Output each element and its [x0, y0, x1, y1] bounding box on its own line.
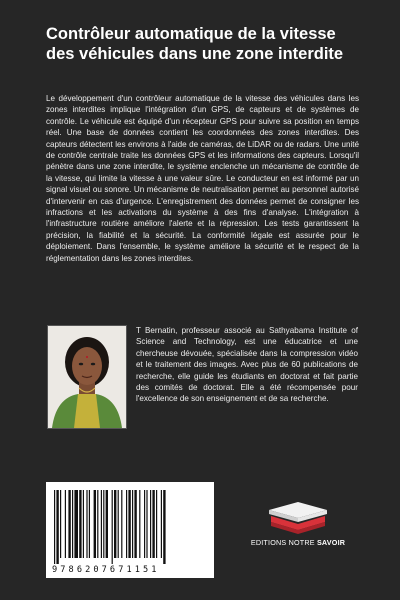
book-abstract: Le développement d'un contrôleur automatique de la vitesse des véhicules dans les zones interdites implique l'intégration d'un GPS, de capteurs et de systèmes de contrôle. Le véhicule est équipé d'un récepteur GPS pour suivre sa position en temps réel. Une base de données contient les coordonnées des zones interdites. Des capteurs détectent les environs à l'aide de caméras, de LiDAR ou de radars. Une unité de contrôle centrale traite les données GPS et les informations des capteurs. Lorsqu'il pénètre dans une zone interdite, le système enclenche un mécanisme de contrôle de la vitesse, qui limite la vitesse à une valeur sûre. Le conducteur en est informé par un signal visuel ou sonore. Un mécanisme de neutralisation permet au personnel autorisé d'intervenir en cas d'urgence. L'enregistrement des données permet de consigner les infractions et les activations du système à des fins d'analyse. L'intégration à l'infrastructure routière améliore l'alerte et la répression. Les tests garantissent la précision, la fiabilité et la sécurité. La conformité légale est assurée pour le déploiement. Dans l'ensemble, le système améliore la sécurité et le respect de la réglementation dans les zones interdites.: [46, 94, 359, 263]
book-title: Contrôleur automatique de la vitesse des véhicules dans une zone interdite: [46, 25, 344, 63]
barcode-bar: [89, 490, 90, 558]
barcode-bar: [139, 490, 140, 558]
barcode-bar: [65, 490, 66, 558]
barcode-bar: [128, 490, 130, 558]
barcode-bar: [150, 490, 151, 558]
barcode-bar: [103, 490, 104, 558]
barcode-bar: [163, 490, 165, 564]
barcode-bar: [134, 490, 136, 558]
author-photo: [47, 325, 127, 429]
publisher-name: [238, 538, 358, 547]
isbn-number: 9786207671151: [52, 565, 160, 575]
barcode-bar: [118, 490, 119, 558]
barcode-bar: [161, 490, 162, 558]
barcode-bar: [60, 490, 61, 558]
barcode-bar: [79, 490, 81, 558]
barcode-bars: [46, 482, 214, 566]
barcode-bar: [68, 490, 70, 558]
author-bio: T Bernatin, professeur associé au Sathyabama Institute of Science and Technology, est une éducatrice et une chercheuse dévouée, spécialisée dans la compression vidéo et le traitement des images. Avec plus de 60 publications de recherche, elle guide les étudiants en doctorat et fait partie des comités de doctorat. Elle a été récompensée pour l'excellence de son enseignement et de sa recherche.: [136, 326, 358, 404]
isbn-barcode: [46, 482, 214, 578]
barcode-bar: [54, 490, 55, 564]
barcode-bar: [86, 490, 87, 558]
barcode-bar: [74, 490, 78, 558]
publisher-logo: [263, 500, 333, 560]
barcode-bar: [114, 490, 116, 558]
barcode-bar: [56, 490, 58, 564]
barcode-bar: [156, 490, 157, 558]
author-portrait-image: [48, 326, 126, 428]
barcode-bar: [72, 490, 73, 558]
barcode-bar: [152, 490, 154, 558]
barcode-bar: [83, 490, 84, 558]
barcode-bar: [101, 490, 102, 558]
barcode-bar: [132, 490, 133, 558]
publisher-name-part2: SAVOIR: [316, 538, 346, 547]
barcode-bar: [121, 490, 122, 558]
barcode-bar: [144, 490, 145, 558]
barcode-bar: [94, 490, 96, 558]
barcode-bar: [112, 490, 113, 564]
book-stack-logo-icon: [263, 500, 333, 536]
barcode-bar: [126, 490, 127, 558]
barcode-bar: [106, 490, 108, 558]
barcode-bar: [146, 490, 147, 558]
barcode-bar: [97, 490, 98, 558]
publisher-name-part1: EDITIONS NOTRE: [250, 538, 317, 547]
